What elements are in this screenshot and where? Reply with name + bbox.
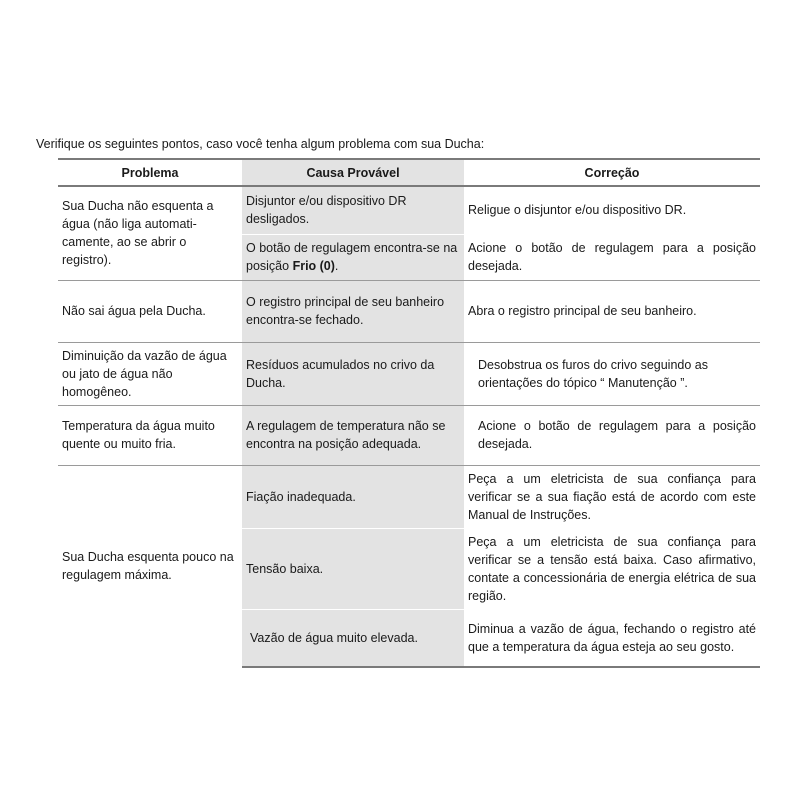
cause-cell: O registro principal de seu banheiro encontra-se fechado. [242,280,464,342]
problem-cell: Não sai água pela Ducha. [58,280,242,342]
cause-cell: A regulagem de temperatura não se encontra na posição adequada. [242,405,464,465]
table-row [58,405,760,465]
header-cause: Causa Provável [242,159,464,186]
header-fix: Correção [464,159,760,186]
header-problem: Problema [58,159,242,186]
fix-cell: Abra o registro principal de seu banheiro. [464,280,760,342]
cause-cell: Vazão de água muito elevada. [242,609,464,667]
table-row [58,280,760,342]
cause-cell: Disjuntor e/ou dispositivo DR desligados. [242,186,464,234]
fix-cell: Acione o botão de regulagem para a posição desejada. [464,234,760,280]
cause-cell: Tensão baixa. [242,528,464,609]
fix-cell: Diminua a vazão de água, fechando o registro até que a temperatura da água esteja ao seu gosto. [464,609,760,667]
fix-cell: Acione o botão de regulagem para a posição desejada. [464,405,760,465]
table-row [58,186,760,234]
cause-cell: Fiação inadequada. [242,465,464,528]
problem-cell: Temperatura da água muito quente ou muito fria. [58,405,242,465]
table-row [58,342,760,405]
intro-text: Verifique os seguintes pontos, caso você tenha algum problema com sua Ducha: [36,137,485,151]
fix-cell: Desobstrua os furos do crivo seguindo as orientações do tópico “ Manutenção ”. [464,342,760,405]
fix-cell: Peça a um eletricista de sua confiança para verificar se a tensão está baixa. Caso afirmativo, contate a concessionária de energia elétrica de sua região. [464,528,760,609]
problem-cell: Sua Ducha não esquenta a água (não liga automati- camente, ao se abrir o registro). [62,199,214,268]
cause-cell: O botão de regulagem encontra-se na posição Frio (0). [242,234,464,280]
fix-cell: Peça a um eletricista de sua confiança para verificar se a sua fiação está de acordo com este Manual de Instruções. [464,465,760,528]
table-header-row [58,159,760,186]
fix-cell: Religue o disjuntor e/ou dispositivo DR. [468,203,687,218]
troubleshooting-table [58,158,760,668]
cause-cell: Resíduos acumulados no crivo da Ducha. [242,342,464,405]
problem-cell: Diminuição da vazão de água ou jato de água não homogêneo. [58,342,242,405]
table-row [58,465,760,528]
problem-cell: Sua Ducha esquenta pouco na regulagem máxima. [58,465,242,667]
